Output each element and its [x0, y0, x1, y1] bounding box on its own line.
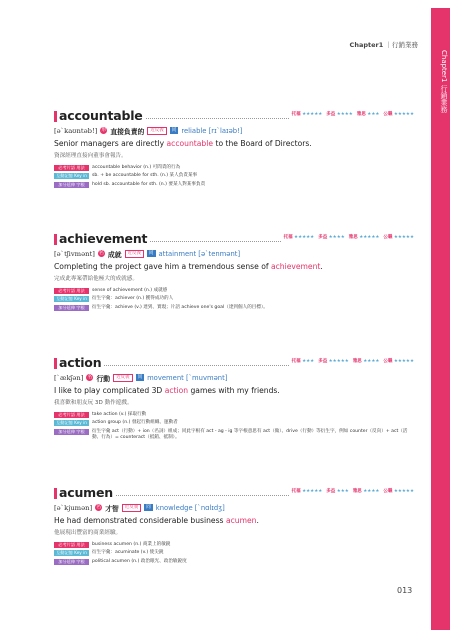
header-section: ｜行銷業務 [385, 41, 418, 49]
tip-text: 衍生字彙 act（行動）+ ion（名詞）組成；同此字根有 act - ag - ig 等字根意思有 act（做）、drive（行動）等衍生字，例如 counter（反向）+ act（活動、行為）= counteract（抵銷、抵制）。 [92, 428, 408, 441]
level-ratings [292, 111, 414, 117]
chinese-definition: 直接負責的 [110, 127, 145, 136]
level-stars: ★★★★ [328, 235, 345, 240]
level-tag: 雅思 [352, 489, 362, 494]
level-tag: 雅思 [348, 235, 358, 240]
tip-label: 必考片語 用法 [54, 288, 89, 294]
tip-label: 加分延伸 字根 [54, 429, 89, 435]
sentence-text-end: games with my friends. [188, 386, 280, 395]
tip-label: 加分延伸 字根 [54, 559, 89, 565]
running-header [300, 40, 418, 49]
synonym-label: 同 [146, 505, 151, 510]
leader-dots [146, 118, 289, 119]
level-ratings [292, 488, 414, 494]
synonym-category-badge: 近反義 [113, 374, 133, 382]
part-of-speech: 名 [87, 374, 93, 380]
tip-row [54, 550, 414, 557]
headword-marker-bar [54, 358, 57, 369]
tip-row [54, 165, 414, 172]
tip-label: 必考片語 用法 [54, 542, 89, 548]
tip-label: 加分延伸 字根 [54, 182, 89, 188]
sentence-highlight: achievement [270, 262, 321, 271]
headword: acumen [59, 485, 113, 500]
tip-label: 必考片語 用法 [54, 412, 89, 418]
tip-text: 衍生字彙：acuminate (v.) 使尖銳 [92, 550, 164, 556]
usage-tips [54, 542, 414, 566]
example-translation: 資深經理直接向董事會報告。 [54, 152, 127, 159]
level-stars: ★★★★★ [393, 359, 414, 364]
tip-label: 互動記憶 Key in [54, 420, 89, 426]
chinese-definition: 才智 [105, 504, 119, 513]
phonetic: [əˋkjumən] [54, 503, 93, 512]
synonym-label: 同 [149, 251, 154, 256]
part-of-speech: 形 [101, 127, 107, 133]
chinese-definition: 行動 [96, 374, 111, 383]
part-of-speech: 名 [96, 504, 102, 510]
level-rating [349, 234, 380, 240]
tip-row [54, 296, 414, 303]
level-rating [292, 111, 323, 117]
leader-dots [104, 365, 289, 366]
level-tag: 托福 [283, 235, 293, 240]
vocab-entry [54, 109, 414, 190]
chapter-side-tab-label: Chapter1 行銷業務 [440, 50, 448, 113]
example-sentence [54, 386, 414, 397]
example-translation: 完成此專案帶給他極大的成就感。 [54, 275, 138, 282]
level-rating [383, 488, 414, 494]
level-rating [326, 488, 349, 494]
level-ratings [292, 358, 414, 364]
leader-dots [116, 495, 289, 496]
headword-marker-bar [54, 488, 57, 499]
tip-text: accountable behavior (n.) 可問責的行為 [92, 164, 181, 170]
pronunciation-row [54, 371, 414, 384]
tip-label: 互動記憶 Key in [54, 296, 89, 302]
example-translation: 我喜歡和朋友玩 3D 動作遊戲。 [54, 399, 133, 406]
vocab-entry [54, 486, 414, 567]
headword-row [54, 232, 414, 246]
synonym-label: 同 [171, 128, 177, 133]
headword: accountable [59, 108, 143, 123]
leader-dots [150, 241, 281, 242]
level-rating [318, 234, 345, 240]
level-stars: ★★★ [367, 112, 380, 117]
level-stars: ★★★★ [336, 112, 353, 117]
sentence-highlight: action [164, 386, 189, 395]
level-stars: ★★★★★ [393, 112, 414, 117]
phonetic: [ˋækʃən] [54, 373, 84, 382]
tip-text: sense of achievement (n.) 成就感 [92, 287, 168, 293]
sentence-text-end: . [320, 262, 323, 271]
headword-row [54, 109, 414, 123]
tip-row [54, 559, 414, 566]
level-rating [292, 358, 315, 364]
synonym: attainment [əˋtenmənt] [158, 249, 241, 258]
header-chapter: Chapter1 [349, 41, 384, 49]
usage-tips [54, 288, 414, 312]
tip-row [54, 173, 414, 180]
headword-marker-bar [54, 111, 57, 122]
example-sentence [54, 139, 414, 150]
level-rating [318, 358, 349, 364]
part-of-speech: 名 [98, 250, 104, 256]
phonetic: [əˋkaʊntəb!] [54, 126, 98, 135]
tip-text: 衍生字彙：achieve (v.) 達到、實現；片語 achieve one's goal（達到個人的目標）。 [92, 304, 268, 310]
headword: achievement [59, 231, 148, 246]
tip-text: 衍生字彙：achiever (n.) 獲得成功的人 [92, 296, 174, 302]
level-stars: ★★★★ [363, 489, 380, 494]
level-tag: 公職 [383, 359, 393, 364]
headword: action [59, 355, 102, 370]
example-translation: 他展現出豐富的商業經驗。 [54, 529, 122, 536]
pronunciation-row [54, 124, 414, 137]
level-rating [326, 111, 353, 117]
level-stars: ★★★★ [363, 359, 380, 364]
level-rating [383, 111, 414, 117]
tip-row [54, 420, 414, 427]
phonetic: [əˋtʃivmənt] [54, 249, 95, 258]
level-rating [292, 488, 323, 494]
level-rating [383, 358, 414, 364]
sentence-text-end: . [256, 516, 259, 525]
level-tag: 托福 [291, 489, 301, 494]
sentence-text: Completing the project gave him a tremendous sense of [54, 262, 271, 271]
tip-row [54, 412, 414, 419]
pronunciation-row [54, 501, 414, 514]
tip-row [54, 429, 414, 442]
tip-label: 加分延伸 字根 [54, 305, 89, 311]
level-tag: 托福 [291, 112, 301, 117]
sentence-text: Senior managers are directly [54, 139, 167, 148]
sentence-text: I like to play complicated 3D [54, 386, 165, 395]
example-sentence [54, 262, 414, 273]
level-tag: 公職 [383, 112, 393, 117]
level-rating [383, 234, 414, 240]
tip-text: political acumen (n.) 政治眼光、政治敏銳度 [92, 558, 187, 564]
usage-tips [54, 412, 414, 442]
sentence-text-end: to the Board of Directors. [213, 139, 312, 148]
level-stars: ★★★ [302, 359, 315, 364]
pronunciation-row [54, 247, 414, 260]
example-sentence [54, 516, 414, 527]
page-number: 013 [397, 586, 413, 595]
level-stars: ★★★★★ [359, 235, 380, 240]
level-stars: ★★★★★ [302, 489, 323, 494]
synonym-category-badge: 近反義 [122, 504, 142, 512]
synonym: reliable [rɪˋlaɪəb!] [181, 126, 243, 135]
level-tag: 雅思 [356, 112, 366, 117]
usage-tips [54, 165, 414, 189]
level-rating [353, 358, 380, 364]
tip-text: business acumen (n.) 商業上的敏銳 [92, 541, 171, 547]
headword-row [54, 356, 414, 370]
level-stars: ★★★★★ [302, 112, 323, 117]
tip-text: sb. + be accountable for sth. (n.) 某人負責某事 [92, 173, 198, 179]
synonym: knowledge [ˋnɑlɪdʒ] [155, 503, 225, 512]
level-tag: 公職 [383, 235, 393, 240]
level-tag: 托福 [291, 359, 301, 364]
level-stars: ★★★ [336, 489, 349, 494]
vocab-entry [54, 356, 414, 444]
synonym-category-badge: 近反義 [125, 250, 145, 258]
tip-text: take action (v.) 採取行動 [92, 411, 147, 417]
level-ratings [284, 234, 414, 240]
tip-label: 必考片語 用法 [54, 165, 89, 171]
tip-row [54, 542, 414, 549]
tip-row [54, 305, 414, 312]
level-stars: ★★★★★ [328, 359, 349, 364]
level-stars: ★★★★★ [393, 489, 414, 494]
sentence-text: He had demonstrated considerable business [54, 516, 226, 525]
chinese-definition: 成就 [107, 250, 122, 259]
level-tag: 公職 [383, 489, 393, 494]
level-tag: 多益 [318, 235, 328, 240]
tip-row [54, 182, 414, 189]
headword-row [54, 486, 414, 500]
headword-marker-bar [54, 234, 57, 245]
tip-label: 互動記憶 Key in [54, 173, 89, 179]
level-stars: ★★★★★ [393, 235, 414, 240]
sentence-highlight: accountable [166, 139, 214, 148]
level-tag: 多益 [326, 489, 336, 494]
synonym-label: 同 [137, 375, 143, 380]
tip-text: action group (n.) 發起行動組織、運動者 [92, 420, 178, 426]
level-stars: ★★★★★ [294, 235, 315, 240]
sentence-highlight: acumen [225, 516, 257, 525]
level-rating [284, 234, 315, 240]
vocab-entry [54, 232, 414, 313]
synonym-category-badge: 近反義 [147, 127, 167, 135]
level-rating [357, 111, 380, 117]
level-rating [353, 488, 380, 494]
level-tag: 多益 [318, 359, 328, 364]
level-tag: 雅思 [352, 359, 362, 364]
level-tag: 多益 [326, 112, 336, 117]
tip-row [54, 288, 414, 295]
tip-label: 互動記憶 Key in [54, 550, 89, 556]
tip-text: hold sb. accountable for sth. (n.) 要某人對某事負責 [92, 181, 206, 187]
synonym: movement [ˋmuvmənt] [147, 373, 228, 382]
